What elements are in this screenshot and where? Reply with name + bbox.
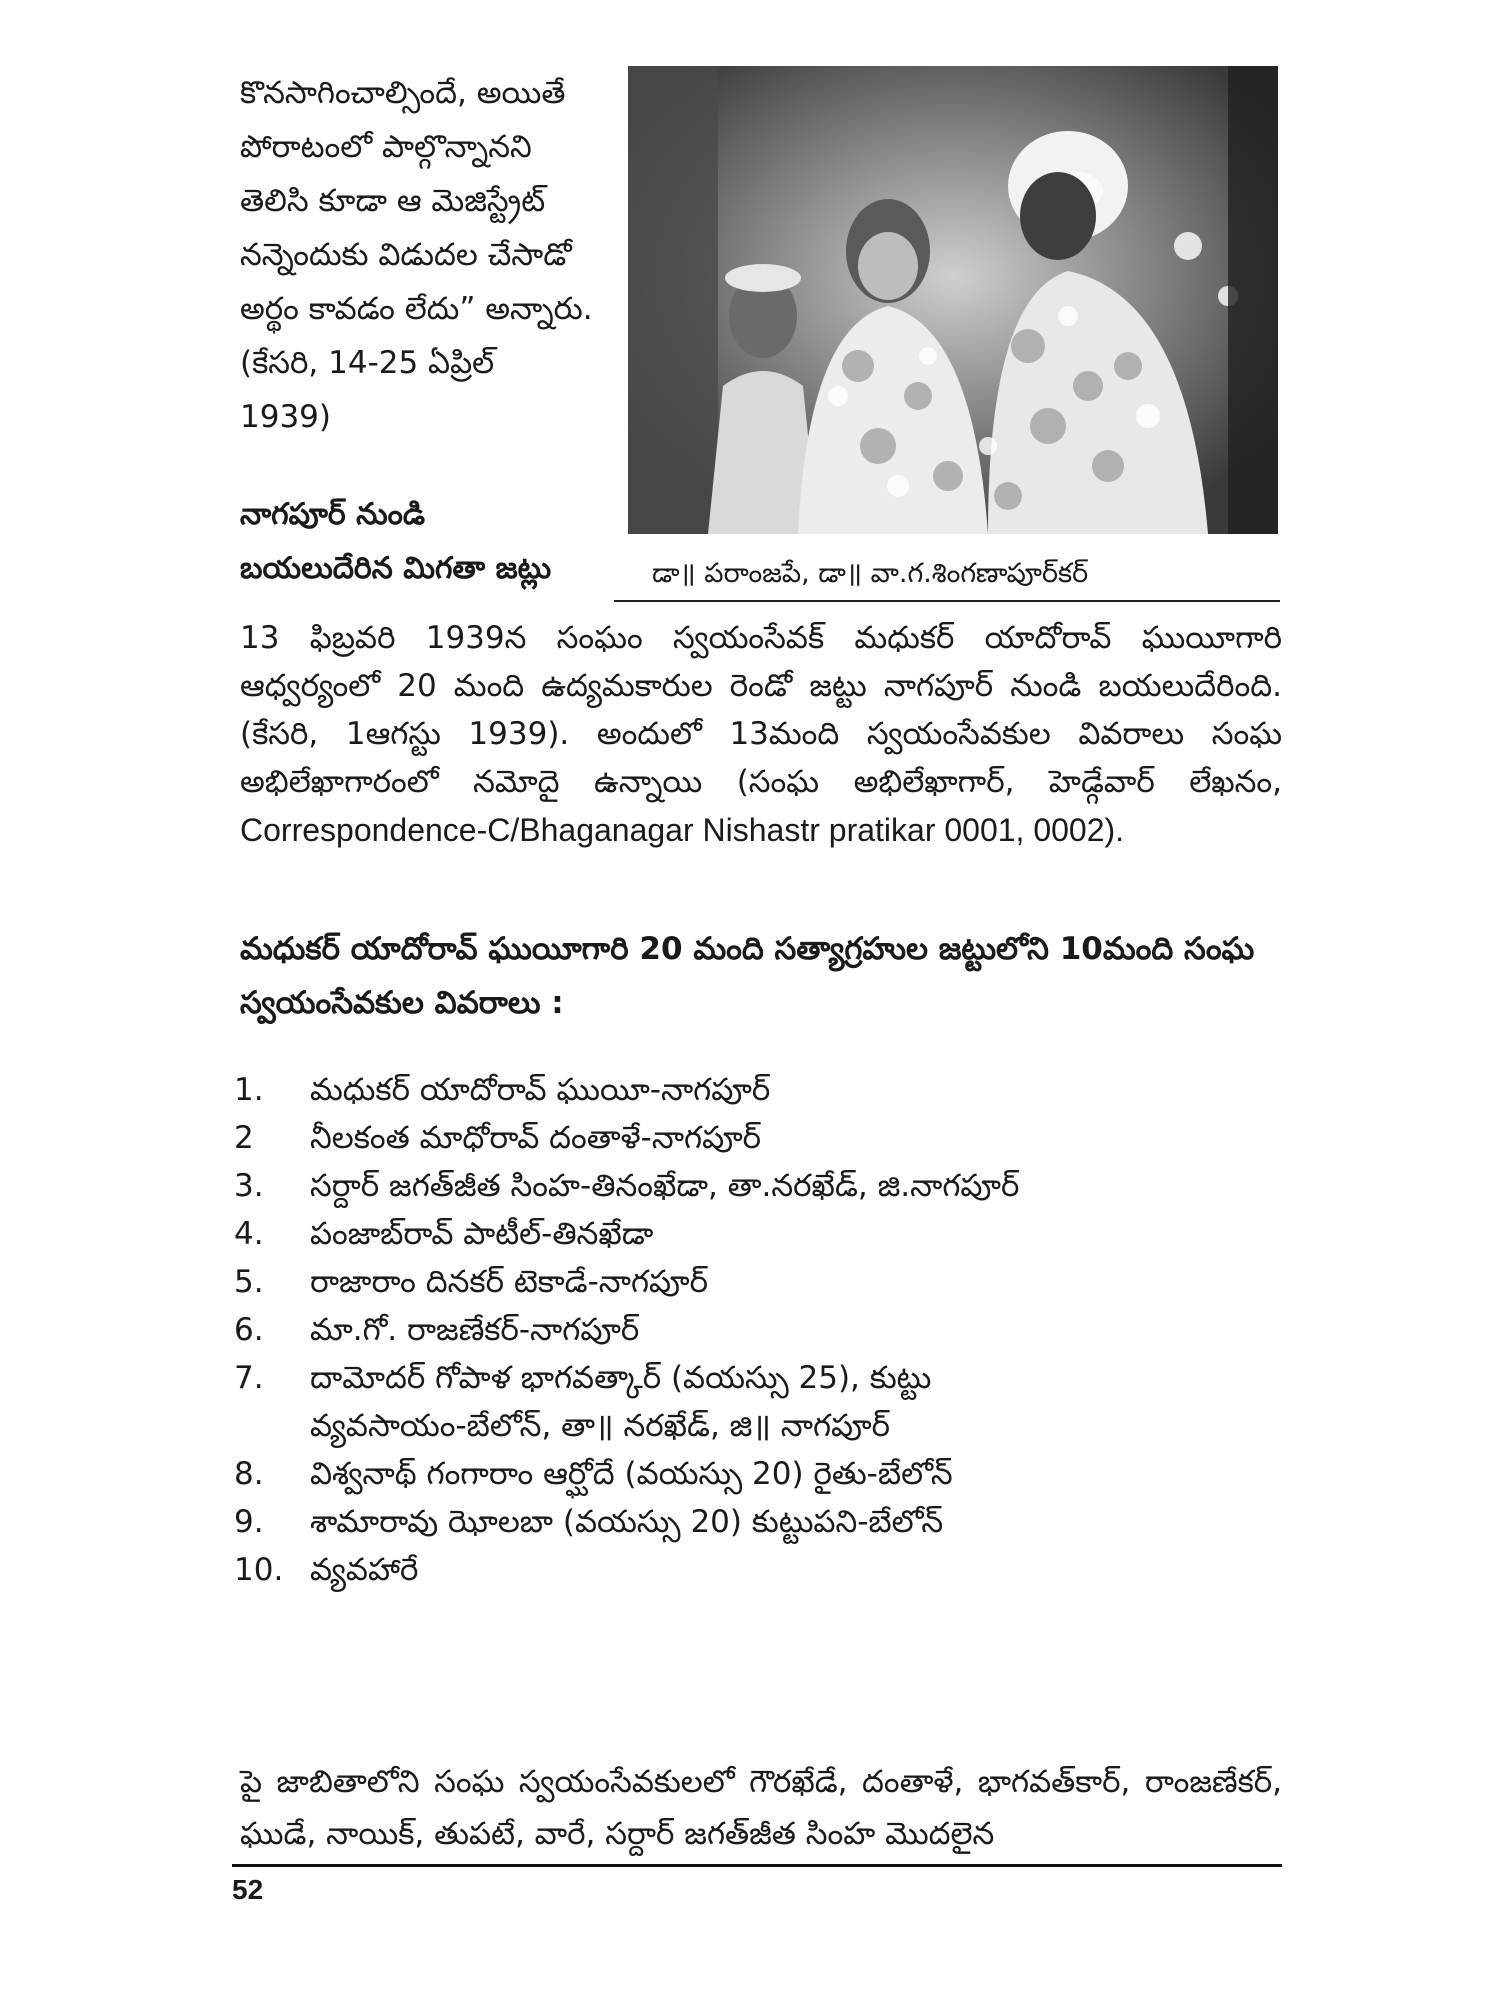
- list-item-number: 6.: [234, 1312, 264, 1348]
- list-item-number: 5.: [234, 1264, 264, 1300]
- list-item-text: వ్యవహారే: [310, 1552, 419, 1588]
- list-item: [234, 1258, 1284, 1306]
- photo-caption: డా॥ పరాంజపే, డా॥ వా.గ.శింగణాపూర్‌కర్: [652, 558, 1089, 589]
- list-item-number: 8.: [234, 1456, 264, 1492]
- intro-line: నన్నెందుకు విడుదల చేసాడో: [240, 237, 572, 273]
- list-item-text: రాజారాం దినకర్ టెకాడే-నాగపూర్: [310, 1264, 708, 1300]
- list-item-number: 4.: [234, 1216, 264, 1252]
- paragraph-telugu-text: 13 ఫిబ్రవరి 1939న సంఘం స్వయంసేవక్ మధుకర్ యాదోరావ్ ఘుయీగారి ఆధ్వర్యంలో 20 మంది ఉద్యమకారుల రెండో జట్టు నాగపూర్ నుండి బయలుదేరింది. (కేసరి, 1ఆగస్టు 1939). అందులో 13మంది స్వయంసేవకుల వివరాలు సంఘ అభిలేఖాగారంలో నమోదై ఉన్నాయి (సంఘ అభిలేఖాగార్, హెడ్గేవార్ లేఖనం,: [240, 620, 1282, 800]
- list-item: [234, 1066, 1284, 1114]
- list-item-number: 9.: [234, 1504, 264, 1540]
- list-item-number: 1.: [234, 1072, 264, 1108]
- page-number: 52: [232, 1874, 264, 1905]
- list-item-number: 2: [234, 1120, 254, 1156]
- list-item: [234, 1210, 1284, 1258]
- volunteer-list: [234, 1066, 1284, 1594]
- list-item: [234, 1546, 1284, 1594]
- list-item-text: మధుకర్ యాదోరావ్ ఘుయీ-నాగపూర్: [310, 1072, 771, 1108]
- intro-line: (కేసరి, 14-25 ఏప్రిల్: [240, 345, 495, 381]
- body-paragraph-1: [240, 614, 1282, 855]
- list-item-text: విశ్వనాథ్ గంగారాం ఆర్ఘోదే (వయస్సు 20) రైతు-బేలోన్: [310, 1456, 953, 1492]
- list-item-text: సర్దార్ జగత్‌జీత సింహ-తినంఖేడా, తా.నరఖేడ్, జి.నాగపూర్: [310, 1168, 1020, 1204]
- section-heading: [240, 488, 600, 596]
- intro-line: 1939): [240, 399, 331, 435]
- list-item: [234, 1450, 1284, 1498]
- intro-line: పోరాటంలో పాల్గొన్నానని: [240, 129, 532, 165]
- list-item: [234, 1498, 1284, 1546]
- list-item-text: మా.గో. రాజణేకర్-నాగపూర్: [310, 1312, 640, 1348]
- photo-illustration: [628, 66, 1278, 534]
- heading-line: బయలుదేరిన మిగతా జట్లు: [240, 551, 552, 586]
- archive-reference: Correspondence-C/Bhaganagar Nishastr pratikar 0001, 0002).: [240, 812, 1125, 848]
- list-item-text: దామోదర్ గోపాళ భాగవత్కార్ (వయస్సు 25), కుట్టు వ్యవసాయం-బేలోన్, తా॥ నరఖేడ్, జి॥ నాగపూర్: [310, 1360, 932, 1444]
- intro-line: అర్థం కావడం లేదు” అన్నారు.: [240, 291, 593, 327]
- intro-paragraph: [240, 66, 612, 444]
- list-item-number: 3.: [234, 1168, 264, 1204]
- footer-divider: [232, 1864, 1282, 1867]
- list-item: [234, 1306, 1284, 1354]
- list-item: [234, 1162, 1284, 1210]
- list-heading: మధుకర్ యాదోరావ్ ఘుయీగారి 20 మంది సత్యాగ్రహుల జట్టులోని 10మంది సంఘ స్వయంసేవకుల వివరాలు :: [240, 931, 1255, 1021]
- list-item-text: నీలకంత మాధోరావ్ దంతాళే-నాగపూర్: [310, 1120, 762, 1156]
- heading-line: నాగపూర్ నుండి: [240, 497, 426, 532]
- historical-photo: [628, 66, 1278, 534]
- list-item: [234, 1354, 1284, 1450]
- list-item-text: శామారావు ఝోలబా (వయస్సు 20) కుట్టుపని-బేలోన్: [310, 1504, 944, 1540]
- body-paragraph-2: పై జాబితాలోని సంఘ స్వయంసేవకులలో గౌరఖేడే, దంతాళే, భాగవత్‌కార్, రాంజణేకర్, ఘుడే, నాయిక్, తుపటే, వారే, సర్దార్ జగత్‌జీత సింహ మొదలైన: [240, 1764, 1282, 1852]
- intro-line: తెలిసి కూడా ఆ మెజిస్ట్రేట్: [240, 183, 546, 219]
- list-item-number: 7.: [234, 1360, 264, 1396]
- caption-divider: [614, 600, 1280, 602]
- list-item-text: పంజాబ్‌రావ్ పాటీల్-తినఖేడా: [310, 1216, 654, 1252]
- list-item: [234, 1114, 1284, 1162]
- list-item-number: 10.: [234, 1552, 284, 1588]
- intro-line: కొనసాగించాల్సిందే, అయితే: [240, 75, 566, 111]
